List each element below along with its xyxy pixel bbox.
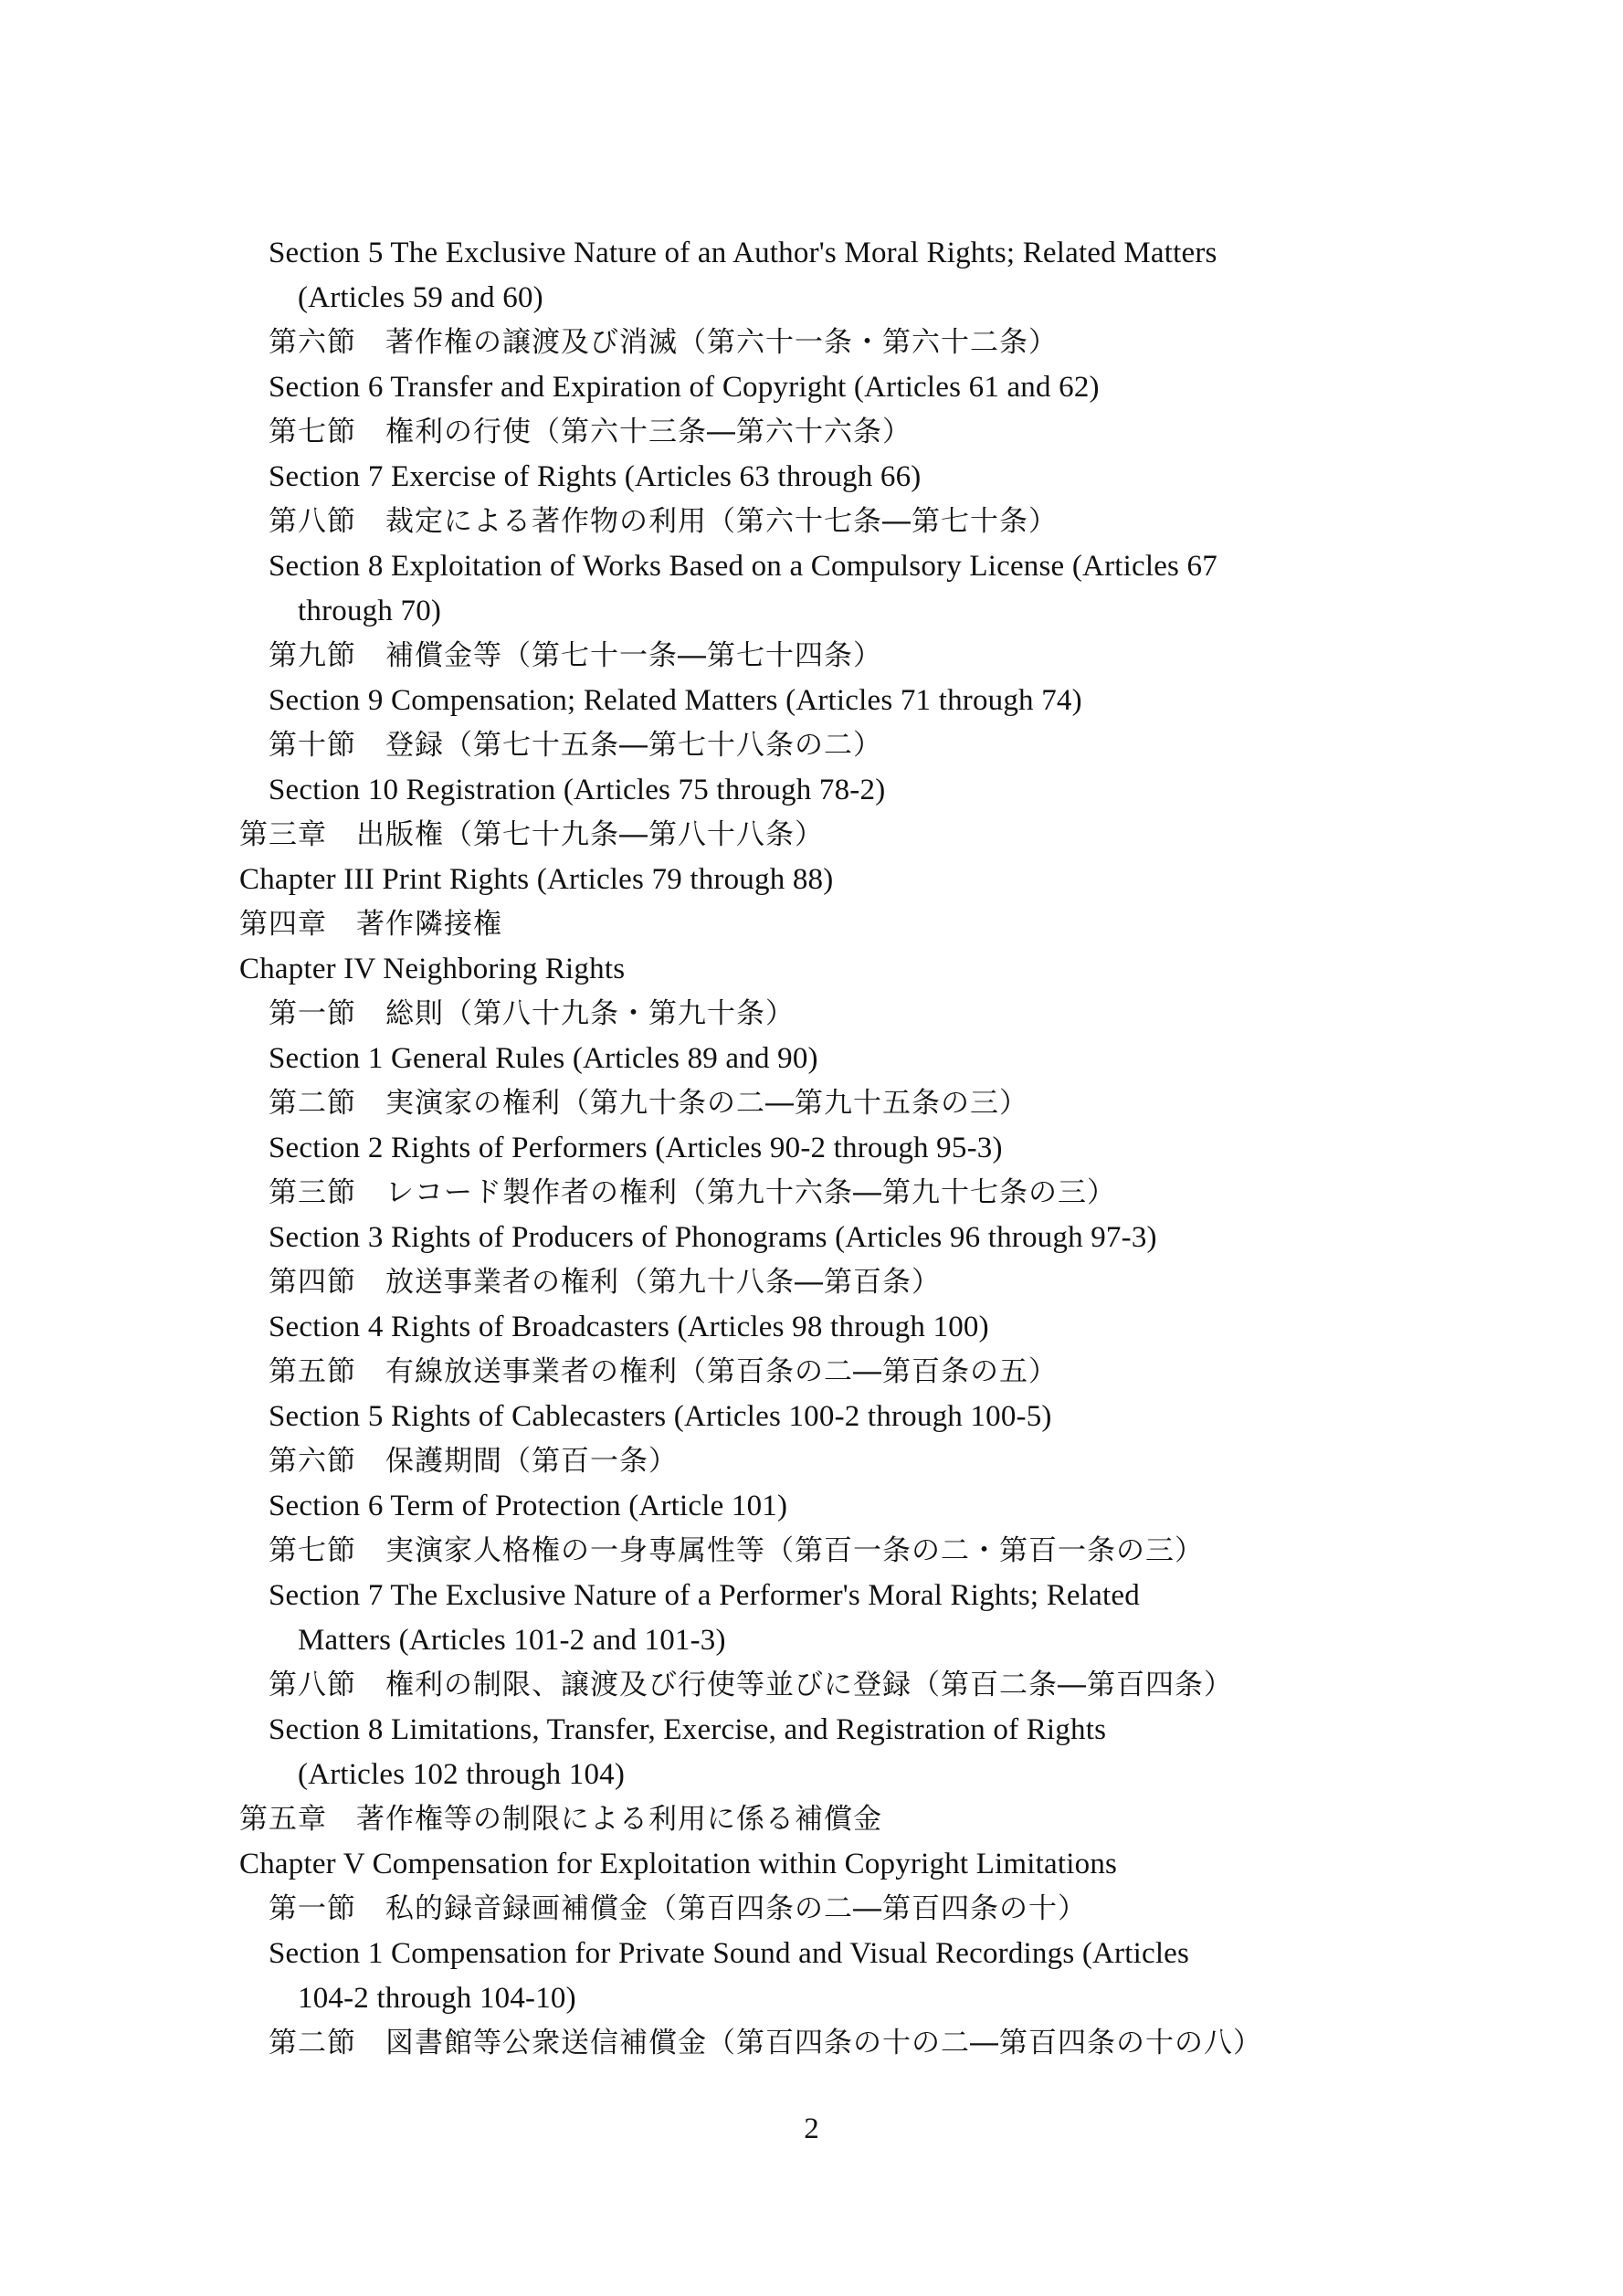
toc-section-entry — [239, 992, 1427, 1037]
toc-section-entry — [239, 365, 1427, 410]
toc-chapter-entry — [239, 902, 1427, 947]
toc-section-entry — [239, 2021, 1427, 2066]
toc-entry-text: Section 9 Compensation; Related Matters (Articles 71 through 74) — [269, 684, 1082, 717]
toc-entry-text: 第四章 著作隣接権 — [239, 908, 502, 941]
toc-entry-continuation: Matters (Articles 101-2 and 101-3) — [298, 1624, 726, 1657]
toc-section-entry — [239, 1529, 1427, 1574]
toc-entry-text: Chapter IV Neighboring Rights — [239, 953, 626, 985]
toc-chapter-entry — [239, 1842, 1427, 1887]
toc-section-entry — [239, 634, 1427, 679]
toc-entry-text: Section 6 Term of Protection (Article 101) — [269, 1490, 788, 1522]
toc-entry-text: 第四節 放送事業者の権利（第九十八条―第百条） — [269, 1266, 941, 1299]
toc-entry-text: 第五節 有線放送事業者の権利（第百条の二―第百条の五） — [269, 1355, 1058, 1388]
toc-section-entry — [239, 544, 1427, 634]
toc-entry-text: Section 8 Limitations, Transfer, Exercise, and Registration of Rights — [269, 1713, 1107, 1746]
toc-section-entry — [239, 1305, 1427, 1350]
toc-section-entry — [239, 1216, 1427, 1260]
toc-section-entry — [239, 1439, 1427, 1484]
toc-chapter-entry — [239, 1797, 1427, 1842]
toc-entry-text: 第八節 裁定による著作物の利用（第六十七条―第七十条） — [269, 505, 1058, 538]
toc-section-entry — [239, 1887, 1427, 1932]
toc-section-entry — [239, 1574, 1427, 1663]
toc-entry-text: Section 2 Rights of Performers (Articles 90-2 through 95-3) — [269, 1132, 1003, 1164]
toc-section-entry — [239, 1260, 1427, 1305]
toc-section-entry — [239, 1395, 1427, 1439]
toc-entry-text: 第二節 実演家の権利（第九十条の二―第九十五条の三） — [269, 1087, 1028, 1120]
toc-entry-text: Section 5 The Exclusive Nature of an Author's Moral Rights; Related Matters — [269, 237, 1217, 269]
toc-section-entry — [239, 1932, 1427, 2021]
toc-entry-text: 第六節 保護期間（第百一条） — [269, 1445, 678, 1478]
toc-entry-text: 第二節 図書館等公衆送信補償金（第百四条の十の二―第百四条の十の八） — [269, 2027, 1262, 2059]
toc-entry-text: Section 1 Compensation for Private Sound and Visual Recordings (Articles — [269, 1937, 1190, 1970]
toc-entry-text: 第三節 レコード製作者の権利（第九十六条―第九十七条の三） — [269, 1176, 1116, 1209]
toc-entry-text: 第十節 登録（第七十五条―第七十八条の二） — [269, 729, 882, 762]
toc-entry-text: Section 10 Registration (Articles 75 through 78-2) — [269, 774, 886, 806]
toc-section-entry — [239, 723, 1427, 768]
toc-entry-text: Section 8 Exploitation of Works Based on a Compulsory License (Articles 67 — [269, 550, 1217, 583]
toc-entry-text: 第八節 権利の制限、譲渡及び行使等並びに登録（第百二条―第百四条） — [269, 1669, 1233, 1701]
toc-section-entry — [239, 1708, 1427, 1797]
toc-chapter-entry — [239, 858, 1427, 902]
toc-section-entry — [239, 410, 1427, 455]
toc-entry-continuation: through 70) — [298, 595, 442, 627]
toc-entry-text: Section 3 Rights of Producers of Phonograms (Articles 96 through 97-3) — [269, 1221, 1157, 1254]
toc-entry-text: Section 5 Rights of Cablecasters (Articles 100-2 through 100-5) — [269, 1400, 1052, 1433]
toc-section-entry — [239, 1037, 1427, 1081]
toc-section-entry — [239, 321, 1427, 365]
toc-entry-text: 第九節 補償金等（第七十一条―第七十四条） — [269, 639, 882, 672]
toc-entry-text: 第五章 著作権等の制限による利用に係る補償金 — [239, 1803, 882, 1836]
table-of-contents — [239, 231, 1427, 2066]
toc-entry-text: 第七節 権利の行使（第六十三条―第六十六条） — [269, 416, 912, 448]
toc-section-entry — [239, 1171, 1427, 1216]
toc-section-entry — [239, 1663, 1427, 1708]
toc-section-entry — [239, 231, 1427, 321]
toc-entry-continuation: (Articles 59 and 60) — [298, 281, 543, 314]
toc-entry-text: Chapter V Compensation for Exploitation within Copyright Limitations — [239, 1848, 1118, 1880]
toc-section-entry — [239, 768, 1427, 813]
toc-entry-text: 第七節 実演家人格権の一身専属性等（第百一条の二・第百一条の三） — [269, 1534, 1204, 1567]
toc-entry-text: Section 7 The Exclusive Nature of a Performer's Moral Rights; Related — [269, 1579, 1140, 1612]
toc-entry-continuation: (Articles 102 through 104) — [298, 1758, 626, 1791]
toc-section-entry — [239, 455, 1427, 500]
toc-entry-text: Section 4 Rights of Broadcasters (Articles 98 through 100) — [269, 1311, 989, 1343]
toc-entry-text: 第六節 著作権の譲渡及び消滅（第六十一条・第六十二条） — [269, 326, 1058, 359]
toc-section-entry — [239, 1484, 1427, 1529]
toc-chapter-entry — [239, 813, 1427, 858]
toc-section-entry — [239, 679, 1427, 723]
toc-entry-continuation: 104-2 through 104-10) — [298, 1982, 576, 2015]
page-number: 2 — [804, 2112, 819, 2145]
toc-entry-text: Section 7 Exercise of Rights (Articles 63 through 66) — [269, 460, 922, 493]
toc-section-entry — [239, 1081, 1427, 1126]
toc-section-entry — [239, 1350, 1427, 1395]
toc-entry-text: Chapter III Print Rights (Articles 79 through 88) — [239, 863, 834, 896]
toc-entry-text: 第一節 私的録音録画補償金（第百四条の二―第百四条の十） — [269, 1892, 1087, 1925]
toc-entry-text: 第三章 出版権（第七十九条―第八十八条） — [239, 818, 824, 851]
toc-section-entry — [239, 1126, 1427, 1171]
toc-chapter-entry — [239, 947, 1427, 992]
toc-entry-text: 第一節 総則（第八十九条・第九十条） — [269, 997, 795, 1030]
toc-entry-text: Section 6 Transfer and Expiration of Copyright (Articles 61 and 62) — [269, 371, 1100, 404]
toc-section-entry — [239, 500, 1427, 544]
toc-entry-text: Section 1 General Rules (Articles 89 and 90) — [269, 1042, 818, 1075]
